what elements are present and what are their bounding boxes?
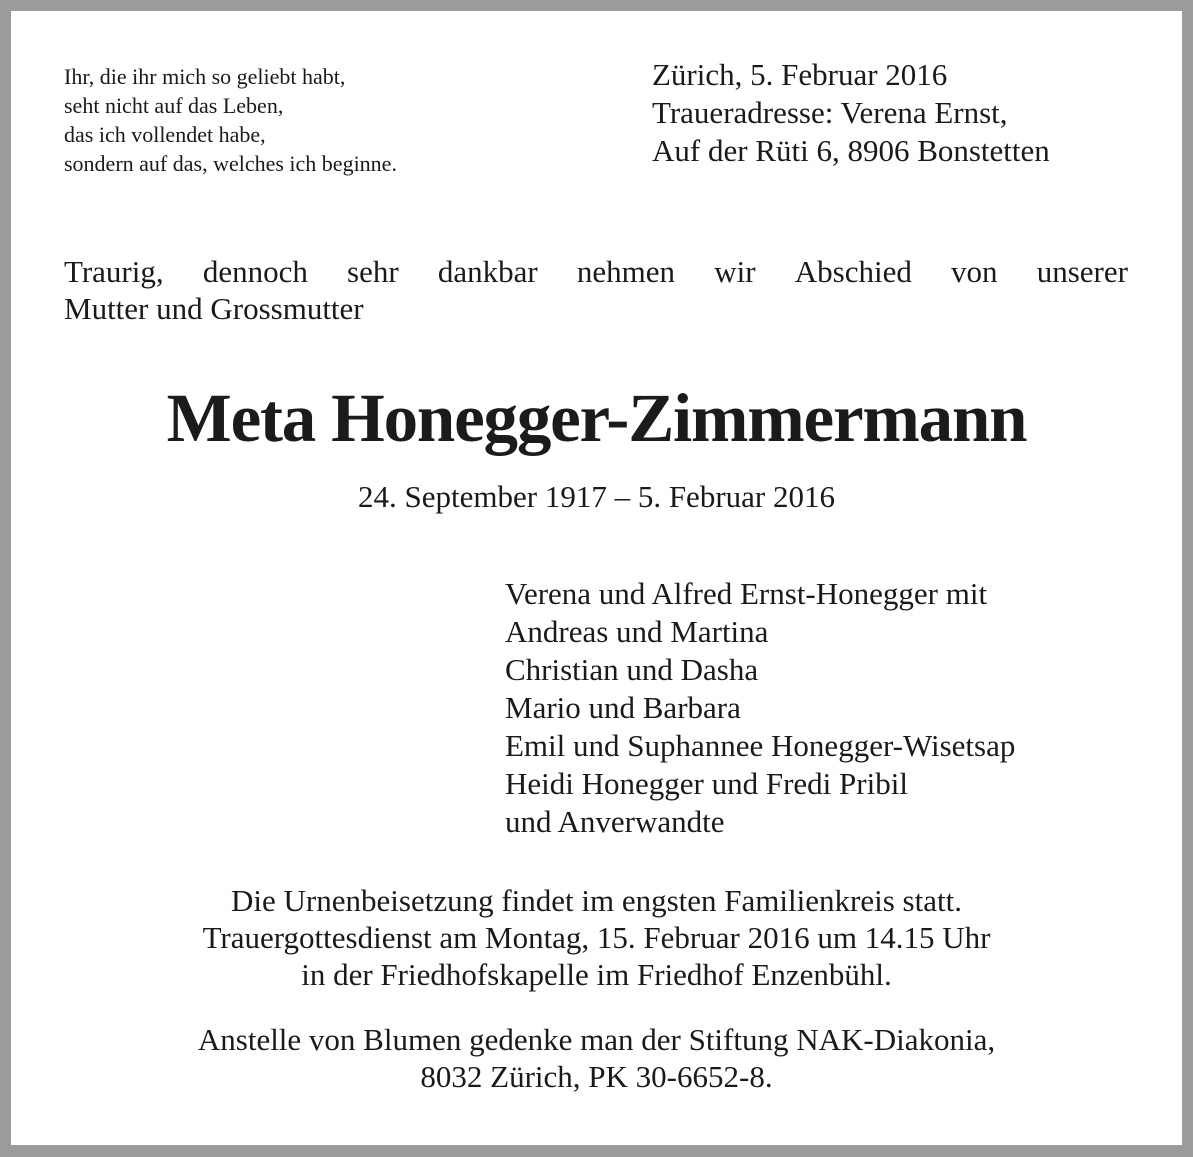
mourning-address-block	[652, 56, 1152, 170]
deceased-name: Meta Honegger-Zimmermann	[166, 380, 1027, 456]
intro-word: Abschied	[794, 254, 912, 289]
donation-note	[0, 1021, 1193, 1095]
family-member-line: Emil und Suphannee Honegger-Wisetsap	[505, 728, 1016, 763]
farewell-intro	[64, 253, 1128, 327]
intro-word: dennoch	[202, 254, 308, 289]
mourning-address-name: Traueradresse: Verena Ernst,	[652, 95, 1008, 130]
poem-line: Ihr, die ihr mich so geliebt habt,	[64, 64, 346, 89]
service-detail-line: in der Friedhofskapelle im Friedhof Enzenbühl.	[301, 957, 892, 992]
intro-word: dankbar	[437, 254, 538, 289]
intro-word: nehmen	[576, 254, 676, 289]
donation-line: 8032 Zürich, PK 30-6652-8.	[420, 1059, 773, 1094]
service-detail-line: Trauergottesdienst am Montag, 15. Februar 2016 um 14.15 Uhr	[202, 920, 991, 955]
intro-word: wir	[714, 254, 756, 289]
intro-word: unserer	[1036, 254, 1128, 289]
family-member-line: Andreas und Martina	[505, 614, 769, 649]
poem-line: seht nicht auf das Leben,	[64, 93, 284, 118]
family-list	[505, 575, 1165, 841]
life-dates: 24. September 1917 – 5. Februar 2016	[358, 479, 835, 514]
family-member-line: Christian und Dasha	[505, 652, 759, 687]
mourning-address-street: Auf der Rüti 6, 8906 Bonstetten	[652, 133, 1050, 168]
family-member-line: Mario und Barbara	[505, 690, 741, 725]
intro-word: von	[951, 254, 998, 289]
intro-word: sehr	[347, 254, 399, 289]
donation-line: Anstelle von Blumen gedenke man der Stiftung NAK-Diakonia,	[197, 1022, 996, 1057]
family-member-line: Verena und Alfred Ernst-Honegger mit	[505, 576, 988, 611]
family-member-line: Heidi Honegger und Fredi Pribil	[505, 766, 908, 801]
intro-word: Traurig,	[64, 254, 164, 289]
service-detail-line: Die Urnenbeisetzung findet im engsten Familienkreis statt.	[231, 883, 962, 918]
poem-block	[64, 62, 544, 178]
poem-line: sondern auf das, welches ich beginne.	[64, 151, 397, 176]
farewell-intro-line-1	[64, 253, 1128, 290]
poem-line: das ich vollendet habe,	[64, 122, 266, 147]
farewell-intro-line-2: Mutter und Grossmutter	[64, 291, 364, 326]
family-member-line: und Anverwandte	[505, 804, 725, 839]
place-date: Zürich, 5. Februar 2016	[652, 57, 948, 92]
service-details	[0, 882, 1193, 993]
